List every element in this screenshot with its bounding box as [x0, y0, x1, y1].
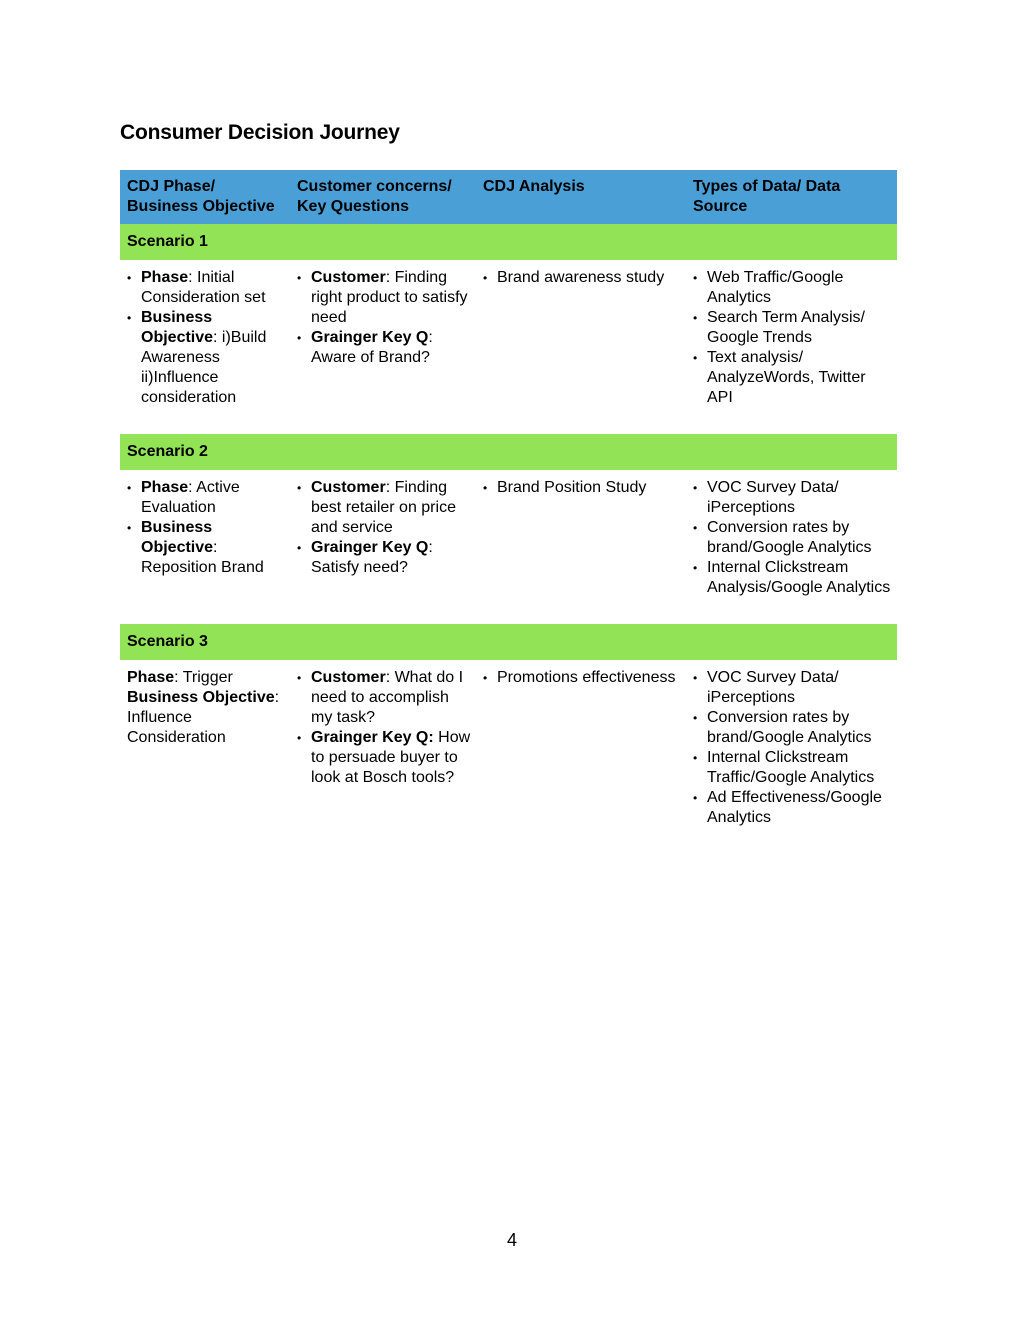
- cdj-table: [120, 170, 897, 832]
- analysis-cell: [476, 470, 686, 624]
- list-item: • Web Traffic/Google Analytics: [693, 268, 893, 308]
- analysis-cell: [476, 660, 686, 832]
- scenario-row: [120, 434, 897, 470]
- concerns-cell: [290, 470, 476, 624]
- list-item: • VOC Survey Data/ iPerceptions: [693, 478, 893, 518]
- phase-cell: [120, 470, 290, 624]
- scenario-row: [120, 624, 897, 660]
- table-row: [120, 660, 897, 832]
- scenario-row: [120, 224, 897, 260]
- list-item: • Customer: Finding best retailer on price and service: [297, 478, 472, 538]
- page-number: 4: [506, 1230, 517, 1250]
- concerns-cell: [290, 260, 476, 434]
- list-item: • Phase: Active Evaluation: [127, 478, 286, 518]
- data-source-cell: [686, 470, 897, 624]
- list-item: • Conversion rates by brand/Google Analytics: [693, 708, 893, 748]
- list-item: • Customer: Finding right product to satisfy need: [297, 268, 472, 328]
- scenario-label: Scenario 3: [120, 624, 290, 660]
- list-item: • Brand awareness study: [483, 268, 682, 288]
- phase-cell: [120, 260, 290, 434]
- document-title: Consumer Decision Journey: [120, 121, 400, 144]
- header-customer-concerns: Customer concerns/ Key Questions: [290, 170, 476, 224]
- phase-cell: [120, 660, 290, 832]
- header-cdj-phase: CDJ Phase/ Business Objective: [120, 170, 290, 224]
- list-item: • Business Objective: i)Build Awareness ii)Influence consideration: [127, 308, 286, 408]
- list-item: • Business Objective: Reposition Brand: [127, 518, 286, 578]
- scenario-label: Scenario 2: [120, 434, 290, 470]
- list-item: • Internal Clickstream Analysis/Google Analytics: [693, 558, 893, 598]
- list-item: • Conversion rates by brand/Google Analytics: [693, 518, 893, 558]
- table-row: [120, 260, 897, 434]
- scenario-label: Scenario 1: [120, 224, 290, 260]
- list-item: • Promotions effectiveness: [483, 668, 682, 688]
- list-item: • Grainger Key Q: How to persuade buyer to look at Bosch tools?: [297, 728, 472, 788]
- data-source-cell: [686, 260, 897, 434]
- list-item: • Brand Position Study: [483, 478, 682, 498]
- data-source-cell: [686, 660, 897, 832]
- header-data-source: Types of Data/ Data Source: [686, 170, 897, 224]
- list-item: • Ad Effectiveness/Google Analytics: [693, 788, 893, 828]
- list-item: • Grainger Key Q: Satisfy need?: [297, 538, 472, 578]
- list-item: • VOC Survey Data/ iPerceptions: [693, 668, 893, 708]
- table-header-row: [120, 170, 897, 224]
- analysis-cell: [476, 260, 686, 434]
- list-item: • Search Term Analysis/ Google Trends: [693, 308, 893, 348]
- phase-line: Phase: Trigger: [127, 669, 233, 686]
- list-item: • Customer: What do I need to accomplish my task?: [297, 668, 472, 728]
- list-item: • Phase: Initial Consideration set: [127, 268, 286, 308]
- header-cdj-analysis: CDJ Analysis: [476, 170, 686, 224]
- concerns-cell: [290, 660, 476, 832]
- table-row: [120, 470, 897, 624]
- objective-line: Business Objective: Influence Consideration: [127, 689, 280, 746]
- list-item: • Internal Clickstream Traffic/Google Analytics: [693, 748, 893, 788]
- list-item: • Grainger Key Q: Aware of Brand?: [297, 328, 472, 368]
- list-item: • Text analysis/ AnalyzeWords, Twitter API: [693, 348, 893, 408]
